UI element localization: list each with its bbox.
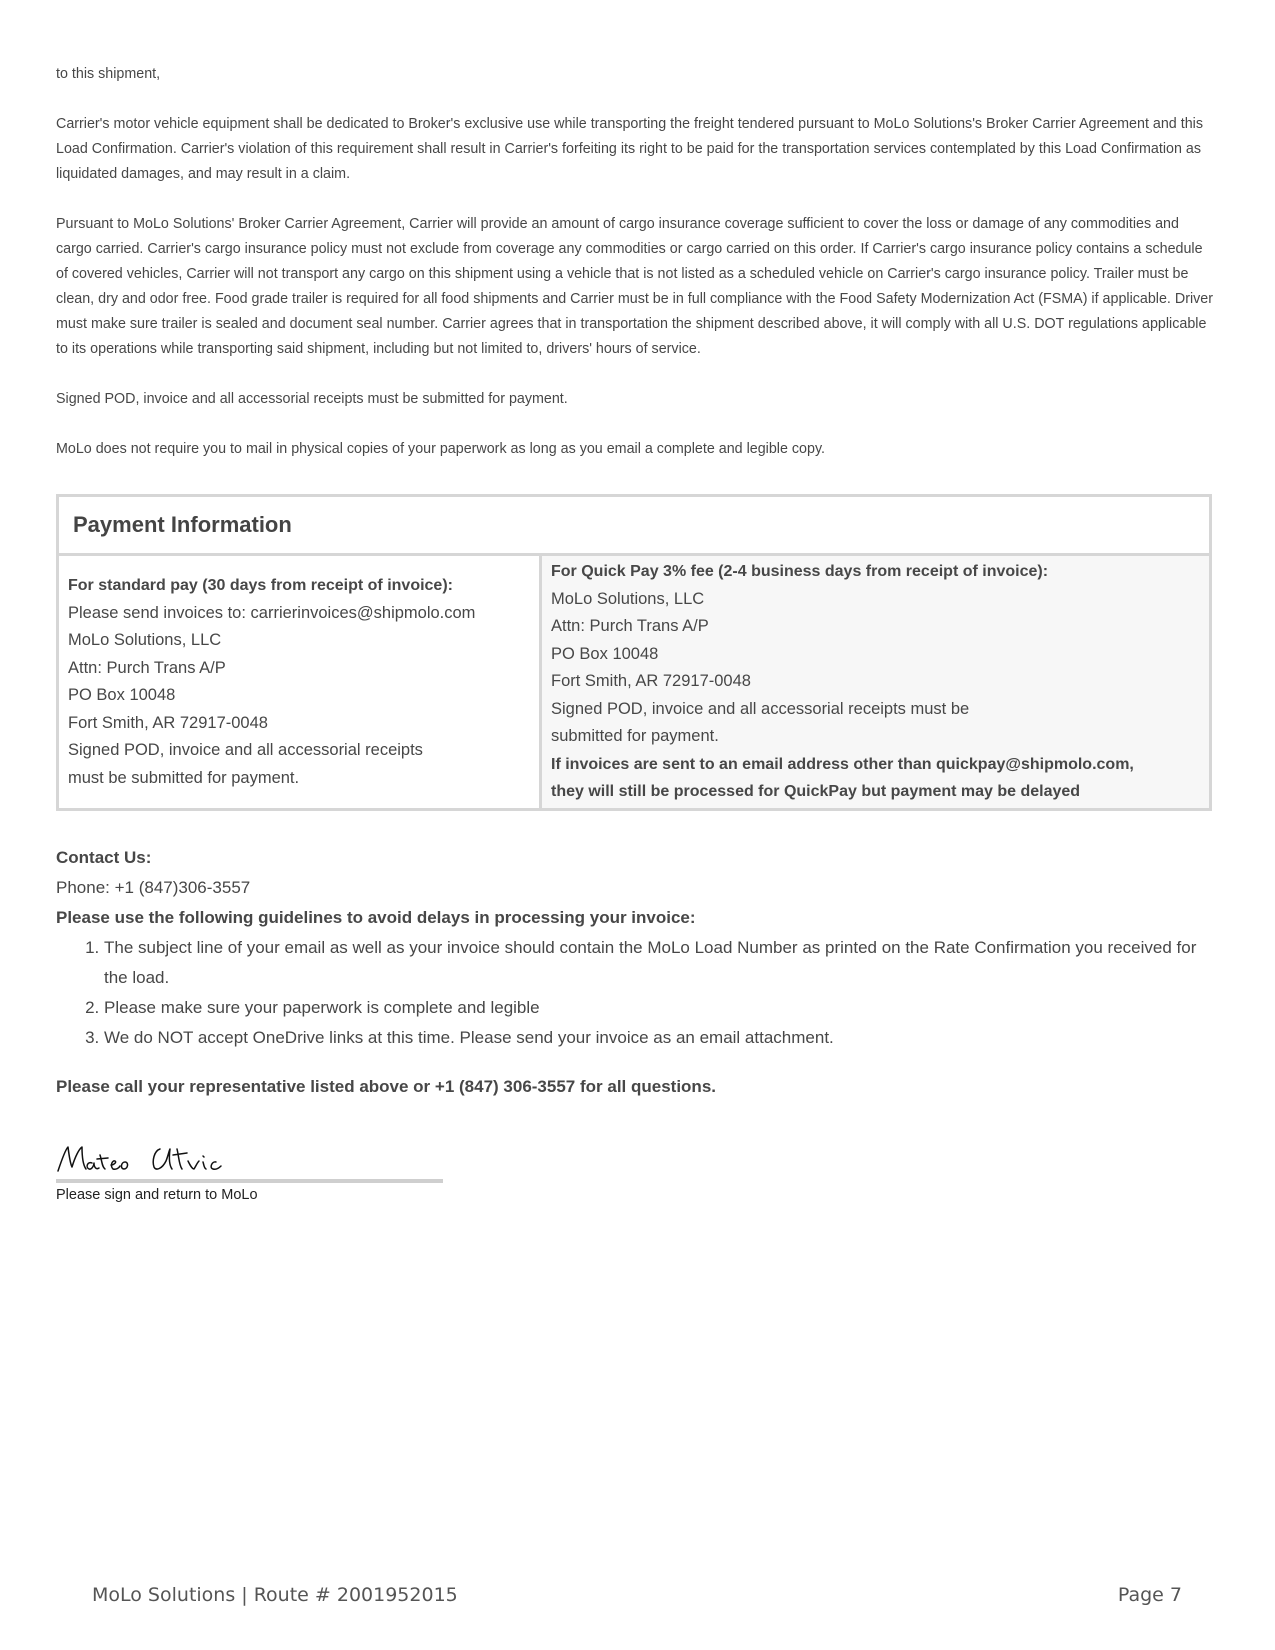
guideline-item: 2. Please make sure your paperwork is complete and legible (104, 993, 1218, 1023)
quick-pay-line: Signed POD, invoice and all accessorial receipts must be (551, 699, 970, 718)
footer-page-number: Page 7 (1117, 1584, 1182, 1606)
quick-pay-heading: For Quick Pay 3% fee (2-4 business days from receipt of invoice): (551, 563, 1049, 580)
quick-pay-note-line: they will still be processed for QuickPay but payment may be delayed (551, 783, 1081, 800)
quick-pay-column (542, 556, 1209, 808)
intro-fragment: to this shipment, (56, 66, 161, 82)
footer-route: MoLo Solutions | Route # 2001952015 (92, 1584, 458, 1606)
quick-pay-line: Fort Smith, AR 72917-0048 (551, 672, 751, 690)
standard-pay-line: Fort Smith, AR 72917-0048 (68, 713, 268, 732)
standard-pay-line: Signed POD, invoice and all accessorial receipts (68, 741, 423, 759)
dedicated-equipment-paragraph: Carrier's motor vehicle equipment shall be dedicated to Broker's exclusive use while transporting the freight tendered pursuant to MoLo Solutions's Broker Carrier Agreement and this Load Confirmation. Carrier's violation of this requirement shall result in Carrier's forfeiting its right to be paid for the transportation services contemplated by this Load Confirmation as liquidated damages, and may result in a claim. (56, 116, 1203, 182)
contact-phone: Phone: +1 (847)306-3557 (56, 878, 251, 897)
guideline-item: 3. We do NOT accept OneDrive links at this time. Please send your invoice as an email attachment. (104, 1023, 1218, 1053)
quick-pay-line: Attn: Purch Trans A/P (551, 617, 709, 635)
quick-pay-line: PO Box 10048 (551, 644, 659, 663)
contact-section (56, 843, 1218, 1053)
standard-pay-column (59, 556, 542, 808)
payment-columns (59, 556, 1209, 808)
standard-pay-line: PO Box 10048 (68, 686, 176, 704)
paperwork-email-paragraph: MoLo does not require you to mail in physical copies of your paperwork as long as you email a complete and legible copy. (56, 441, 826, 457)
quick-pay-line: submitted for payment. (551, 727, 719, 745)
payment-information-title: Payment Information (59, 497, 1209, 556)
signature-caption: Please sign and return to MoLo (56, 1187, 258, 1203)
call-representative-line: Please call your representative listed above or +1 (847) 306-3557 for all questions. (56, 1077, 716, 1096)
guideline-item: 1. The subject line of your email as well as your invoice should contain the MoLo Load Number as printed on the Rate Confirmation you received for the load. (104, 933, 1218, 993)
handwritten-signature (56, 1141, 256, 1177)
signature-line (56, 1179, 443, 1183)
payment-information-box (56, 494, 1212, 811)
standard-pay-line: Attn: Purch Trans A/P (68, 658, 226, 677)
standard-pay-line: Please send invoices to: carrierinvoices@shipmolo.com (68, 603, 476, 622)
quick-pay-note-line: If invoices are sent to an email address other than quickpay@shipmolo.com, (551, 755, 1134, 773)
cargo-insurance-paragraph: Pursuant to MoLo Solutions' Broker Carrier Agreement, Carrier will provide an amount of cargo insurance coverage sufficient to cover the loss or damage of any commodities and cargo carried. Carrier's cargo insurance policy must not exclude from coverage any commodities or cargo carried on this order. If Carrier's cargo insurance policy contains a schedule of covered vehicles, Carrier will not transport any cargo on this shipment using a vehicle that is not listed as a scheduled vehicle on Carrier's cargo insurance policy. Trailer must be clean, dry and odor free. Food grade trailer is required for all food shipments and Carrier must be in full compliance with the Food Safety Modernization Act (FSMA) if applicable. Driver must make sure trailer is sealed and document seal number. Carrier agrees that in transportation the shipment described above, it will comply with all U.S. DOT regulations applicable to its operations while transporting said shipment, including but not limited to, drivers' hours of service. (56, 216, 1214, 357)
contact-heading: Contact Us: (56, 848, 152, 867)
standard-pay-line: MoLo Solutions, LLC (68, 631, 222, 649)
guidelines-heading: Please use the following guidelines to avoid delays in processing your invoice: (56, 908, 696, 927)
standard-pay-line: must be submitted for payment. (68, 768, 300, 787)
pod-requirement-paragraph: Signed POD, invoice and all accessorial receipts must be submitted for payment. (56, 391, 568, 407)
guidelines-list (56, 933, 1218, 1053)
quick-pay-line: MoLo Solutions, LLC (551, 589, 705, 608)
signature-area (56, 1141, 443, 1203)
standard-pay-heading: For standard pay (30 days from receipt of invoice): (68, 577, 453, 594)
document-page (56, 62, 1218, 1203)
